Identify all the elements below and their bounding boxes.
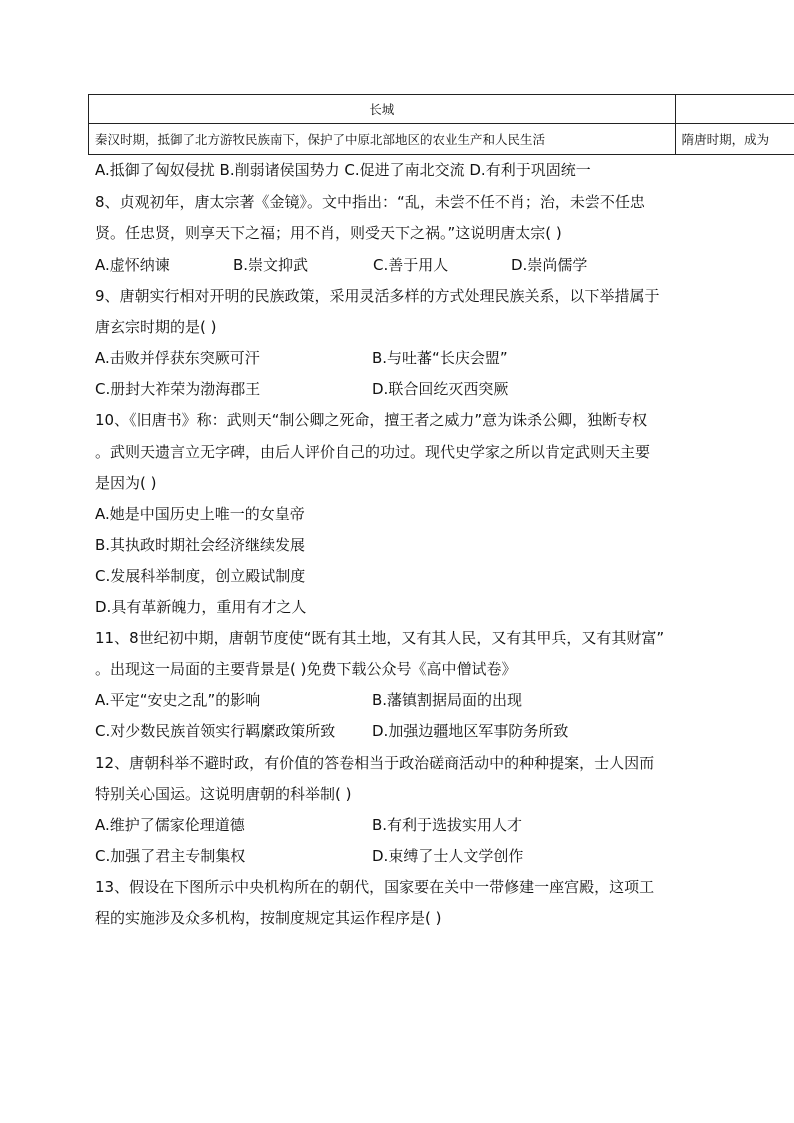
table-header-cell xyxy=(675,95,794,124)
q8-stem-line: 贤。任忠贤，则享天下之福；用不肖，则受天下之祸。”这说明唐太宗( ) xyxy=(95,224,562,242)
table-cell: 隋唐时期，成为 xyxy=(675,124,794,155)
q13-stem-line: 13、假设在下图所示中央机构所在的朝代，国家要在关中一带修建一座宫殿，这项工 xyxy=(95,878,655,896)
q11-option-c: C.对少数民族首领实行羁縻政策所致 xyxy=(95,722,336,740)
q10-option-d: D.具有革新魄力，重用有才之人 xyxy=(95,598,307,616)
q12-option-c: C.加强了君主专制集权 xyxy=(95,847,246,865)
q9-option-d: D.联合回纥灭西突厥 xyxy=(372,380,509,398)
q11-option-a: A.平定“安史之乱”的影响 xyxy=(95,691,261,709)
q12-option-a: A.维护了儒家伦理道德 xyxy=(95,816,245,834)
q10-option-b: B.其执政时期社会经济继续发展 xyxy=(95,536,306,554)
q8-stem-line: 8、贞观初年，唐太宗著《金镜》。文中指出：“乱，未尝不任不肖；治，未尝不任忠 xyxy=(95,193,645,211)
q12-option-d: D.束缚了士人文学创作 xyxy=(372,847,524,865)
q7-options: A.抵御了匈奴侵扰 B.削弱诸侯国势力 C.促进了南北交流 D.有利于巩固统一 xyxy=(95,161,591,179)
q10-option-a: A.她是中国历史上唯一的女皇帝 xyxy=(95,505,305,523)
q13-stem-line: 程的实施涉及众多机构，按制度规定其运作程序是( ) xyxy=(95,909,442,927)
q10-stem-line: 是因为( ) xyxy=(95,474,157,492)
table-header-row xyxy=(89,95,794,124)
q9-option-c: C.册封大祚荣为渤海郡王 xyxy=(95,380,261,398)
comparison-table xyxy=(88,94,794,155)
q11-option-d: D.加强边疆地区军事防务所致 xyxy=(372,722,569,740)
q11-stem-line: 。出现这一局面的主要背景是( )免费下载公众号《高中僧试卷》 xyxy=(95,660,517,678)
q12-stem-line: 12、唐朝科举不避时政，有价值的答卷相当于政治磋商活动中的种种提案，士人因而 xyxy=(95,754,655,772)
q9-option-b: B.与吐蕃“长庆会盟” xyxy=(372,349,508,367)
q8-option-d: D.崇尚儒学 xyxy=(511,256,588,274)
q8-option-b: B.崇文抑武 xyxy=(233,256,309,274)
q10-option-c: C.发展科举制度，创立殿试制度 xyxy=(95,567,306,585)
q11-option-b: B.藩镇割据局面的出现 xyxy=(372,691,523,709)
q10-stem-line: 10、《旧唐书》称：武则天“制公卿之死命，擅王者之威力”意为诛杀公卿，独断专权 xyxy=(95,411,648,429)
table-cell: 秦汉时期，抵御了北方游牧民族南下，保护了中原北部地区的农业生产和人民生活 xyxy=(89,124,676,155)
q12-option-b: B.有利于选拔实用人才 xyxy=(372,816,523,834)
q8-option-a: A.虚怀纳谏 xyxy=(95,256,170,274)
q9-stem-line: 9、唐朝实行相对开明的民族政策，采用灵活多样的方式处理民族关系，以下举措属于 xyxy=(95,287,660,305)
q11-stem-line: 11、8世纪初中期，唐朝节度使“既有其土地，又有其人民，又有其甲兵，又有其财富” xyxy=(95,629,665,647)
q9-stem-line: 唐玄宗时期的是( ) xyxy=(95,318,217,336)
table-row xyxy=(89,124,794,155)
q10-stem-line: 。武则天遗言立无字碑，由后人评价自己的功过。现代史学家之所以肯定武则天主要 xyxy=(95,443,651,461)
table-header-cell: 长城 xyxy=(89,95,676,124)
q12-stem-line: 特别关心国运。这说明唐朝的科举制( ) xyxy=(95,785,352,803)
q8-option-c: C.善于用人 xyxy=(373,256,449,274)
q9-option-a: A.击败并俘获东突厥可汗 xyxy=(95,349,260,367)
